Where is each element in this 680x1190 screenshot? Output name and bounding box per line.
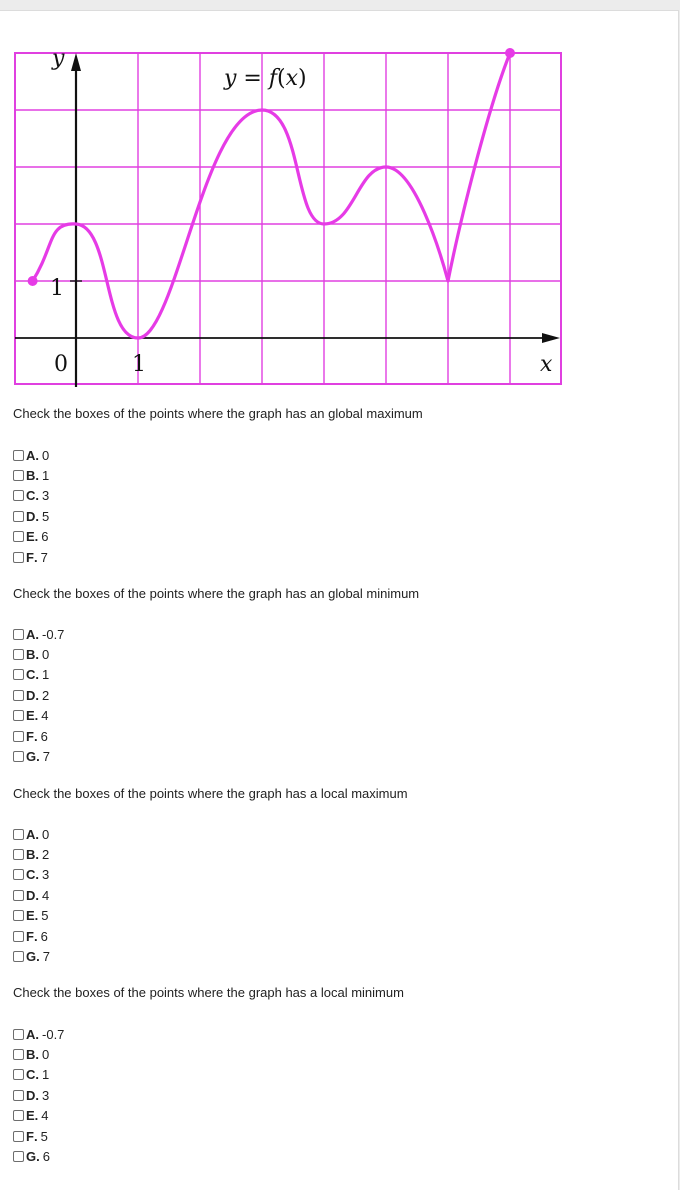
y-axis-label: y [52, 46, 65, 71]
option-letter: B [26, 647, 36, 663]
options-local-maximum [13, 824, 50, 967]
checkbox-c[interactable] [13, 669, 24, 680]
option-letter: G [26, 949, 37, 965]
option-value: 0 [42, 447, 50, 463]
option-value: 6 [42, 1149, 50, 1165]
option-letter: E [26, 1108, 35, 1124]
checkbox-b[interactable] [13, 649, 24, 660]
curve-end-point [505, 48, 515, 58]
option-letter: C [26, 1067, 36, 1083]
option-letter: A [26, 1026, 36, 1042]
option-separator: . [35, 1067, 40, 1083]
option-value: 7 [40, 549, 48, 565]
option-value: 5 [41, 908, 49, 924]
option-separator: . [35, 468, 40, 484]
checkbox-e[interactable] [13, 531, 24, 542]
option-value: 0 [42, 826, 50, 842]
checkbox-b[interactable] [13, 470, 24, 481]
options-global-minimum [13, 624, 64, 767]
option-c[interactable] [13, 665, 64, 685]
option-g[interactable] [13, 946, 50, 966]
option-separator: . [35, 488, 40, 504]
option-e[interactable] [13, 706, 64, 726]
option-a[interactable] [13, 445, 49, 465]
option-letter: B [26, 1047, 36, 1063]
option-separator: . [35, 687, 40, 703]
option-d[interactable] [13, 506, 49, 526]
options-local-minimum [13, 1024, 64, 1167]
checkbox-e[interactable] [13, 910, 24, 921]
option-value: 0 [42, 1047, 50, 1063]
option-separator: . [35, 847, 40, 863]
option-separator: . [35, 887, 40, 903]
checkbox-f[interactable] [13, 552, 24, 563]
option-separator: . [36, 949, 40, 965]
checkbox-d[interactable] [13, 1090, 24, 1101]
option-separator: . [35, 867, 40, 883]
checkbox-g[interactable] [13, 951, 24, 962]
grid-border [15, 53, 561, 384]
option-d[interactable] [13, 1085, 64, 1105]
option-value: 7 [42, 949, 50, 965]
option-letter: F [26, 728, 34, 744]
option-letter: F [26, 928, 34, 944]
checkbox-d[interactable] [13, 511, 24, 522]
option-separator: . [34, 708, 39, 724]
origin-label: 0 [54, 352, 68, 377]
question-local-minimum: Check the boxes of the points where the graph has a local minimum [13, 985, 404, 1000]
function-label-arg: x [285, 66, 299, 91]
option-value: 6 [40, 928, 48, 944]
function-label [223, 66, 307, 91]
option-letter: F [26, 549, 34, 565]
option-letter: A [26, 826, 36, 842]
option-separator: . [35, 508, 40, 524]
checkbox-c[interactable] [13, 869, 24, 880]
checkbox-c[interactable] [13, 490, 24, 501]
option-value: 2 [42, 847, 50, 863]
option-f[interactable] [13, 547, 49, 567]
option-value: 3 [42, 867, 50, 883]
checkbox-g[interactable] [13, 751, 24, 762]
function-label-f: f [268, 66, 278, 91]
option-letter: E [26, 908, 35, 924]
option-b[interactable] [13, 465, 49, 485]
option-letter: C [26, 867, 36, 883]
option-b[interactable] [13, 644, 64, 664]
checkbox-a[interactable] [13, 450, 24, 461]
option-a[interactable] [13, 824, 50, 844]
option-separator: . [33, 728, 38, 744]
function-curve [33, 53, 510, 338]
option-c[interactable] [13, 865, 50, 885]
option-value: 0 [42, 647, 50, 663]
option-g[interactable] [13, 746, 64, 766]
options-global-maximum [13, 445, 49, 567]
option-value: 5 [40, 1128, 48, 1144]
option-d[interactable] [13, 885, 50, 905]
option-separator: . [35, 1087, 40, 1103]
option-b[interactable] [13, 844, 50, 864]
option-separator: . [35, 826, 40, 842]
option-value: 2 [42, 687, 50, 703]
question-card [0, 10, 679, 1190]
option-value: 4 [41, 1108, 49, 1124]
option-letter: D [26, 887, 36, 903]
axes [15, 53, 560, 387]
option-f[interactable] [13, 926, 50, 946]
option-separator: . [36, 749, 40, 765]
option-value: 4 [42, 887, 50, 903]
curve-start-point [28, 276, 38, 286]
option-letter: E [26, 529, 35, 545]
option-e[interactable] [13, 1106, 64, 1126]
option-e[interactable] [13, 527, 49, 547]
option-letter: G [26, 749, 37, 765]
function-label-close-paren: ) [298, 66, 307, 91]
checkbox-e[interactable] [13, 1110, 24, 1121]
option-value: 1 [42, 667, 50, 683]
checkbox-a[interactable] [13, 629, 24, 640]
option-letter: D [26, 687, 36, 703]
option-e[interactable] [13, 906, 50, 926]
option-separator: . [35, 447, 40, 463]
option-separator: . [35, 626, 40, 642]
option-separator: . [34, 908, 39, 924]
option-value: -0.7 [42, 626, 65, 642]
option-a[interactable] [13, 624, 64, 644]
option-a[interactable] [13, 1024, 64, 1044]
checkbox-g[interactable] [13, 1151, 24, 1162]
option-value: 4 [41, 708, 49, 724]
option-letter: G [26, 1149, 37, 1165]
option-f[interactable] [13, 1126, 64, 1146]
option-letter: D [26, 508, 36, 524]
option-separator: . [35, 1047, 40, 1063]
option-d[interactable] [13, 685, 64, 705]
option-separator: . [35, 667, 40, 683]
option-separator: . [36, 1149, 40, 1165]
checkbox-d[interactable] [13, 690, 24, 701]
checkbox-f[interactable] [13, 931, 24, 942]
option-b[interactable] [13, 1044, 64, 1064]
function-graph [14, 41, 562, 387]
checkbox-f[interactable] [13, 1131, 24, 1142]
x-axis-arrow-icon [542, 333, 560, 343]
checkbox-c[interactable] [13, 1069, 24, 1080]
option-g[interactable] [13, 1146, 64, 1166]
checkbox-e[interactable] [13, 710, 24, 721]
x-axis-label: x [540, 352, 553, 377]
option-separator: . [35, 1026, 40, 1042]
y-tick-label-1: 1 [50, 276, 64, 301]
option-separator: . [34, 529, 39, 545]
option-letter: C [26, 667, 36, 683]
checkbox-a[interactable] [13, 829, 24, 840]
question-global-minimum: Check the boxes of the points where the graph has an global minimum [13, 586, 420, 601]
option-value: 1 [42, 1067, 50, 1083]
option-letter: D [26, 1087, 36, 1103]
option-c[interactable] [13, 486, 49, 506]
option-value: -0.7 [42, 1026, 65, 1042]
checkbox-b[interactable] [13, 1049, 24, 1060]
option-value: 6 [41, 529, 49, 545]
grid [15, 53, 561, 384]
option-value: 3 [42, 488, 50, 504]
checkbox-d[interactable] [13, 890, 24, 901]
question-local-maximum: Check the boxes of the points where the graph has a local maximum [13, 786, 408, 801]
option-value: 6 [40, 728, 48, 744]
question-global-maximum: Check the boxes of the points where the graph has an global maximum [13, 406, 423, 421]
checkbox-f[interactable] [13, 731, 24, 742]
option-f[interactable] [13, 726, 64, 746]
option-separator: . [33, 1128, 38, 1144]
option-letter: B [26, 468, 36, 484]
option-letter: E [26, 708, 35, 724]
graph-svg [14, 41, 562, 387]
option-letter: C [26, 488, 36, 504]
option-letter: F [26, 1128, 34, 1144]
option-letter: B [26, 847, 36, 863]
y-axis-arrow-icon [71, 53, 81, 71]
option-separator: . [33, 549, 38, 565]
option-c[interactable] [13, 1065, 64, 1085]
checkbox-a[interactable] [13, 1029, 24, 1040]
option-letter: A [26, 447, 36, 463]
function-label-prefix: y = [224, 66, 269, 91]
option-value: 1 [42, 468, 50, 484]
option-separator: . [35, 647, 40, 663]
function-label-open-paren: ( [277, 66, 286, 91]
option-value: 5 [42, 508, 50, 524]
option-separator: . [34, 1108, 39, 1124]
option-letter: A [26, 626, 36, 642]
checkbox-b[interactable] [13, 849, 24, 860]
option-separator: . [33, 928, 38, 944]
option-value: 7 [42, 749, 50, 765]
x-tick-label-1: 1 [132, 352, 146, 377]
option-value: 3 [42, 1087, 50, 1103]
